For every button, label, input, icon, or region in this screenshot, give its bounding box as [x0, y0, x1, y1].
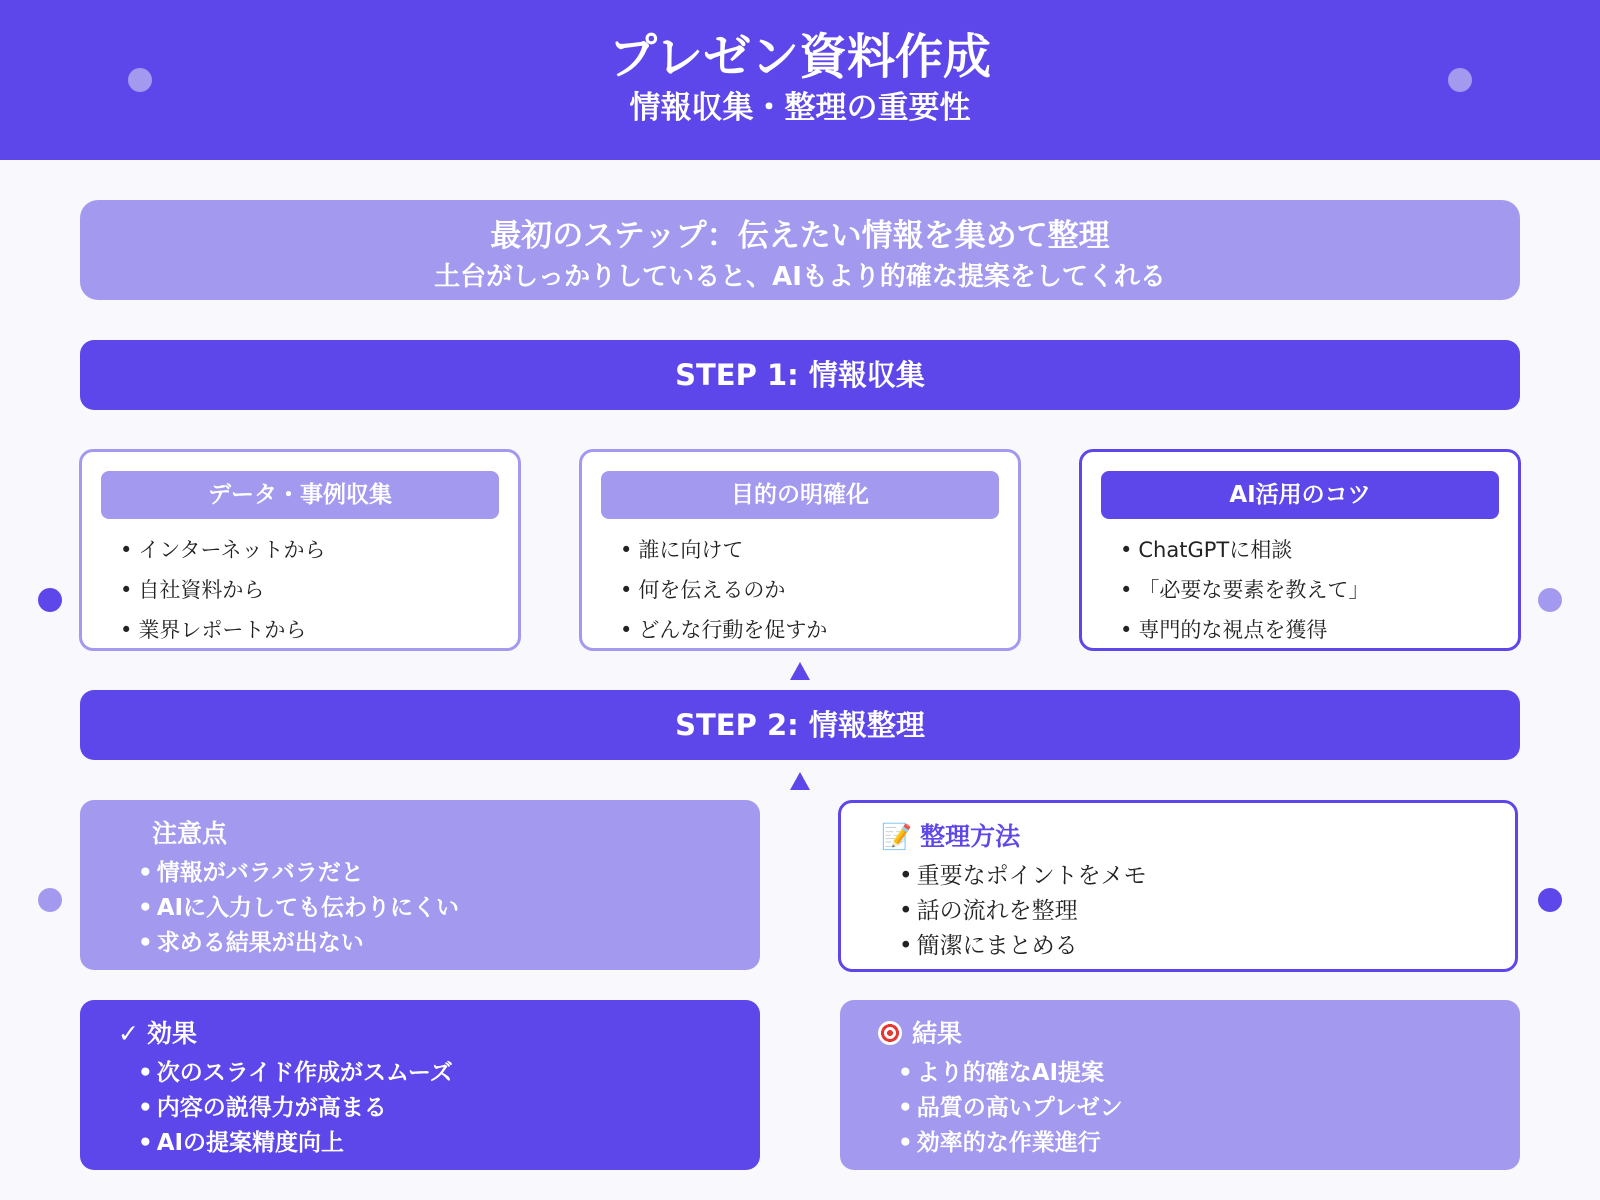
result-list	[898, 1056, 1123, 1161]
intro-line-2: 土台がしっかりしていると、AIもより的確な提案をしてくれる	[434, 262, 1166, 292]
list-item: • 簡潔にまとめる	[899, 929, 1147, 964]
method-list	[899, 859, 1147, 964]
intro-banner	[80, 200, 1520, 300]
effect-title: 効果	[146, 1019, 197, 1048]
arrow-up-icon	[790, 772, 810, 790]
result-box	[840, 1000, 1520, 1170]
notes-list	[138, 856, 459, 961]
list-item: • AIに入力しても伝わりにくい	[138, 891, 459, 926]
memo-icon: 📝	[881, 822, 913, 851]
effect-heading	[118, 1014, 197, 1050]
list-item: • インターネットから	[120, 530, 326, 570]
list-item: • 「必要な要素を教えて」	[1120, 570, 1369, 610]
header-banner	[0, 0, 1600, 160]
effect-list	[138, 1056, 453, 1161]
page-subtitle: 情報収集・整理の重要性	[629, 90, 971, 126]
decor-dot-right-2	[1538, 888, 1562, 912]
card-list	[120, 530, 326, 650]
list-item: • 話の流れを整理	[899, 894, 1147, 929]
card-title: データ・事例収集	[101, 471, 499, 519]
list-item: • 何を伝えるのか	[620, 570, 827, 610]
decor-dot-right-1	[1538, 588, 1562, 612]
list-item: • 次のスライド作成がスムーズ	[138, 1056, 453, 1091]
list-item: • 専門的な視点を獲得	[1120, 610, 1369, 650]
list-item: • より的確なAI提案	[898, 1056, 1123, 1091]
list-item: • 情報がバラバラだと	[138, 856, 459, 891]
card-data-collection	[79, 449, 521, 651]
list-item: • 内容の説得力が高まる	[138, 1091, 453, 1126]
decor-dot-left-1	[38, 588, 62, 612]
card-title: AI活用のコツ	[1101, 471, 1499, 519]
method-heading	[881, 817, 1020, 853]
arrow-up-icon	[790, 662, 810, 680]
card-list	[620, 530, 827, 650]
card-title: 目的の明確化	[601, 471, 999, 519]
list-item: • ChatGPTに相談	[1120, 530, 1369, 570]
decor-dot-left-2	[38, 888, 62, 912]
page-title: プレゼン資料作成	[608, 29, 992, 85]
decor-dot-header-left	[128, 68, 152, 92]
result-heading	[878, 1014, 962, 1050]
card-list	[1120, 530, 1369, 650]
list-item: • 品質の高いプレゼン	[898, 1091, 1123, 1126]
list-item: • 業界レポートから	[120, 610, 326, 650]
method-title: 整理方法	[920, 822, 1021, 851]
list-item: • 重要なポイントをメモ	[899, 859, 1147, 894]
check-icon: ✓	[118, 1019, 139, 1048]
list-item: • 効率的な作業進行	[898, 1126, 1123, 1161]
effect-box	[80, 1000, 760, 1170]
result-title: 結果	[912, 1019, 963, 1048]
target-icon	[878, 1021, 902, 1045]
card-ai-tips	[1079, 449, 1521, 651]
intro-line-1: 最初のステップ：伝えたい情報を集めて整理	[490, 218, 1110, 254]
list-item: • 誰に向けて	[620, 530, 827, 570]
step2-bar: STEP 2: 情報整理	[80, 690, 1520, 760]
decor-dot-header-right	[1448, 68, 1472, 92]
notes-title: 注意点	[152, 819, 228, 848]
step1-bar: STEP 1: 情報収集	[80, 340, 1520, 410]
list-item: • 求める結果が出ない	[138, 926, 459, 961]
list-item: • AIの提案精度向上	[138, 1126, 453, 1161]
card-purpose	[579, 449, 1021, 651]
method-box	[838, 800, 1518, 972]
list-item: • 自社資料から	[120, 570, 326, 610]
list-item: • どんな行動を促すか	[620, 610, 827, 650]
notes-box	[80, 800, 760, 970]
